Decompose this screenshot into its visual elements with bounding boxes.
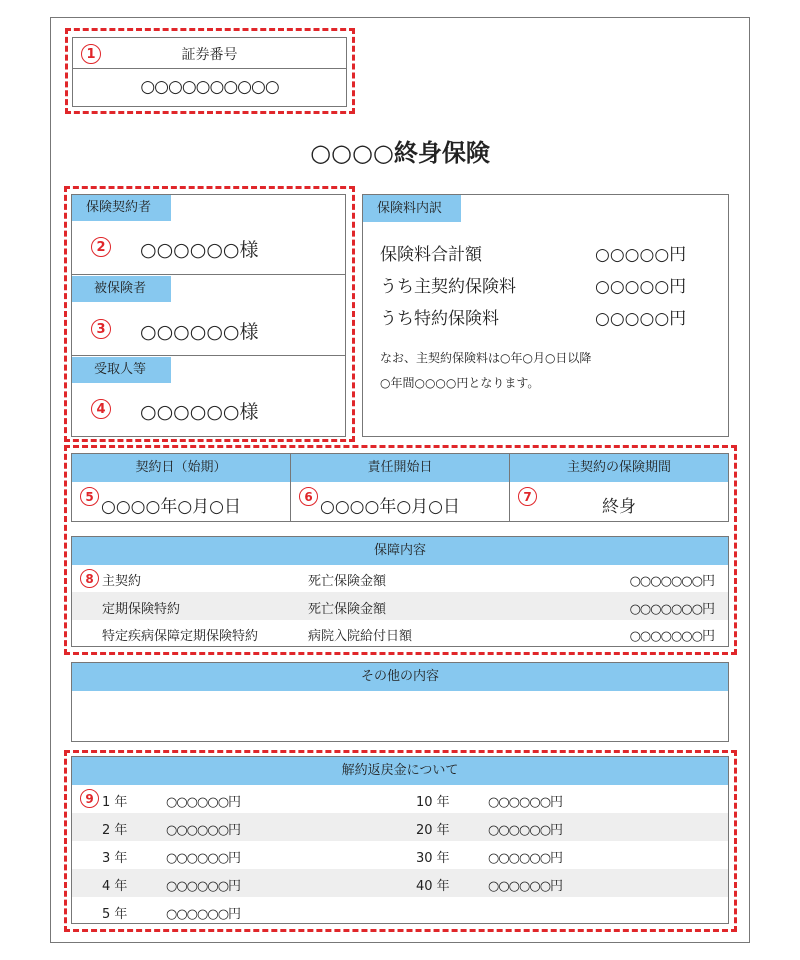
coverage-table	[71, 536, 729, 647]
surrender-year: 4 年	[102, 879, 128, 894]
surrender-row	[72, 869, 728, 897]
policy-number-header	[73, 38, 346, 69]
coverage-row	[72, 620, 728, 646]
surrender-amount: ○○○○○○円	[488, 795, 563, 810]
party-label: 受取人等	[72, 357, 171, 383]
surrender-year: 3 年	[102, 851, 128, 866]
party-label: 保険契約者	[72, 195, 171, 221]
coverage-type: 病院入院給付日額	[308, 629, 413, 644]
policy-number-box	[72, 37, 347, 107]
premium-note-line1: なお、主契約保険料は○年○月○日以降	[380, 351, 592, 365]
marker-7: 7	[518, 487, 537, 506]
coverage-amount: ○○○○○○○円	[629, 574, 714, 589]
coverage-amount: ○○○○○○○円	[629, 629, 714, 644]
date-value: ○○○○年○月○日	[101, 497, 242, 517]
coverage-contract: 定期保険特約	[102, 602, 181, 617]
surrender-year: 20 年	[416, 823, 450, 838]
surrender-amount: ○○○○○○円	[488, 823, 563, 838]
coverage-contract: 特定疾病保障定期保険特約	[102, 629, 259, 644]
marker-4: 4	[91, 399, 111, 419]
surrender-year: 40 年	[416, 879, 450, 894]
surrender-year: 10 年	[416, 795, 450, 810]
coverage-header: 保障内容	[72, 537, 728, 565]
date-header: 責任開始日	[291, 454, 509, 482]
coverage-row	[72, 592, 728, 620]
surrender-amount: ○○○○○○円	[166, 879, 241, 894]
surrender-year: 1 年	[102, 795, 128, 810]
surrender-amount: ○○○○○○円	[488, 851, 563, 866]
surrender-year: 5 年	[102, 907, 128, 922]
surrender-year: 2 年	[102, 823, 128, 838]
party-value: ○○○○○○様	[140, 321, 259, 343]
premium-note-line2: ○年間○○○○円となります。	[380, 376, 540, 390]
surrender-row	[72, 841, 728, 869]
surrender-year: 30 年	[416, 851, 450, 866]
premium-item-name: 保険料合計額	[380, 245, 482, 265]
surrender-row	[72, 785, 728, 813]
parties-box	[71, 194, 346, 437]
marker-1: 1	[81, 44, 101, 64]
marker-8: 8	[80, 569, 99, 588]
marker-5: 5	[80, 487, 99, 506]
date-cell-term	[510, 454, 728, 521]
premium-item-amount: ○○○○○円	[595, 309, 687, 329]
date-header: 契約日（始期）	[72, 454, 290, 482]
document-title: ○○○○終身保険	[310, 139, 490, 167]
surrender-row	[72, 897, 728, 923]
premium-label: 保険料内訳	[363, 195, 461, 222]
coverage-amount: ○○○○○○○円	[629, 602, 714, 617]
other-content-box	[71, 662, 729, 742]
coverage-contract: 主契約	[102, 574, 142, 589]
party-value: ○○○○○○様	[140, 239, 259, 261]
surrender-amount: ○○○○○○円	[488, 879, 563, 894]
party-value: ○○○○○○様	[140, 401, 259, 423]
party-insured	[72, 276, 345, 356]
other-content-header: その他の内容	[72, 663, 728, 691]
party-policyholder	[72, 195, 345, 275]
marker-3: 3	[91, 319, 111, 339]
policy-number-label: 証券番号	[181, 47, 238, 63]
party-beneficiary	[72, 357, 345, 436]
marker-9: 9	[80, 789, 99, 808]
surrender-amount: ○○○○○○円	[166, 907, 241, 922]
date-cell-coverage-start	[291, 454, 510, 521]
coverage-row	[72, 565, 728, 592]
marker-6: 6	[299, 487, 318, 506]
marker-2: 2	[91, 237, 111, 257]
date-cell-contract	[72, 454, 291, 521]
surrender-header: 解約返戻金について	[72, 757, 728, 785]
surrender-row	[72, 813, 728, 841]
surrender-amount: ○○○○○○円	[166, 795, 241, 810]
premium-item-name: うち特約保険料	[380, 309, 499, 329]
date-value: ○○○○年○月○日	[320, 497, 461, 517]
surrender-amount: ○○○○○○円	[166, 851, 241, 866]
surrender-table	[71, 756, 729, 924]
premium-item-amount: ○○○○○円	[595, 277, 687, 297]
party-label: 被保険者	[72, 276, 171, 302]
date-header: 主契約の保険期間	[510, 454, 728, 482]
policy-number-value: ○○○○○○○○○○	[140, 77, 279, 97]
premium-item-name: うち主契約保険料	[380, 277, 516, 297]
premium-item-amount: ○○○○○円	[595, 245, 687, 265]
coverage-type: 死亡保険金額	[308, 574, 387, 589]
date-value: 終身	[602, 497, 636, 517]
dates-table	[71, 453, 729, 522]
premium-box	[362, 194, 729, 437]
coverage-type: 死亡保険金額	[308, 602, 387, 617]
surrender-amount: ○○○○○○円	[166, 823, 241, 838]
